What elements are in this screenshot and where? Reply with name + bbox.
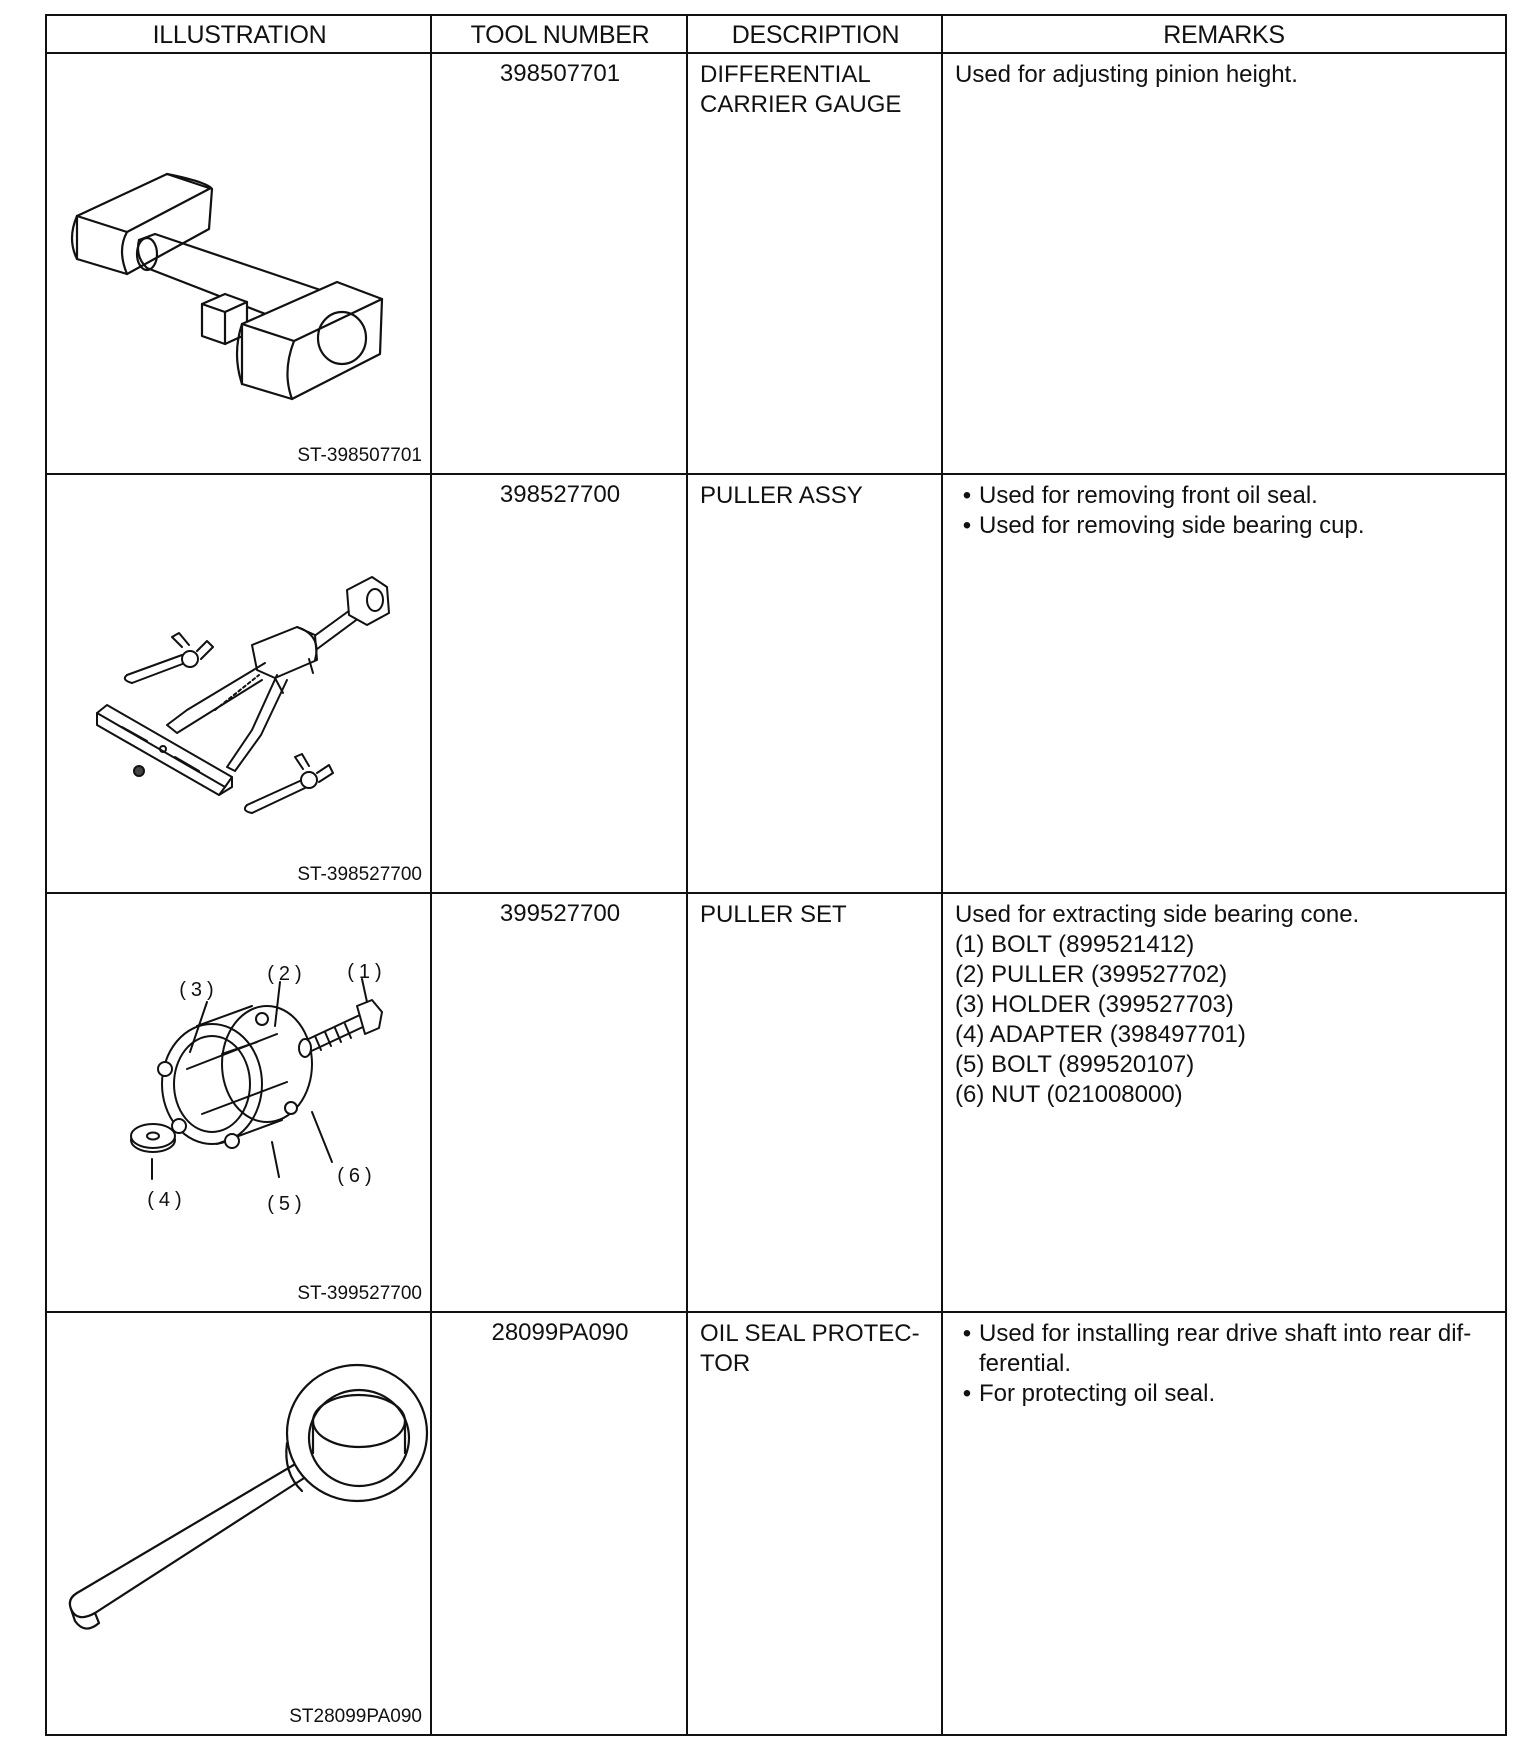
description-line: PULLER SET (700, 901, 847, 928)
header-remarks: REMARKS (1163, 21, 1285, 49)
svg-text:(2): (2) (267, 963, 307, 985)
remark-bullet: • Used for removing side bearing cup. (962, 512, 1365, 539)
tool-number: 28099PA090 (491, 1319, 629, 1346)
tool-description (688, 894, 943, 1311)
remark-bullet: • Used for removing front oil seal. (962, 482, 1318, 509)
remark-bullet: • Used for installing rear drive shaft into rear dif- ferential. (962, 1320, 1472, 1377)
table-row (47, 894, 1505, 1313)
illustration-code: ST-398527700 (297, 864, 422, 885)
tool-description (688, 54, 943, 473)
tool-description (688, 1313, 943, 1734)
svg-text:(4): (4) (147, 1189, 187, 1211)
tool-remarks (943, 475, 1505, 892)
puller-set-icon (47, 894, 430, 1311)
description-line: TOR (700, 1350, 751, 1377)
tool-number: 398507701 (499, 60, 621, 87)
remark-line: Used for extracting side bearing cone. (955, 901, 1360, 928)
remark-bullet: • For protecting oil seal. (962, 1380, 1216, 1407)
illustration-cell (47, 54, 432, 473)
description-line: OIL SEAL PROTEC- (700, 1320, 920, 1347)
illustration-cell (47, 475, 432, 892)
illustration-code: ST-398507701 (297, 445, 422, 466)
tool-number: 399527700 (499, 900, 621, 927)
remark-line: (3) HOLDER (399527703) (955, 991, 1234, 1018)
svg-text:(3): (3) (179, 979, 219, 1001)
header-illustration: ILLUSTRATION (152, 21, 327, 49)
tool-remarks (943, 1313, 1505, 1734)
svg-text:(6): (6) (337, 1165, 377, 1187)
header-tool-number: TOOL NUMBER (470, 21, 650, 49)
illustration-cell (47, 1313, 432, 1734)
remark-line: (1) BOLT (899521412) (955, 931, 1195, 958)
table-row (47, 1313, 1505, 1734)
header-description: DESCRIPTION (731, 21, 900, 49)
tool-description (688, 475, 943, 892)
puller-assy-icon (47, 475, 430, 892)
special-tools-table (45, 14, 1507, 1736)
table-header (47, 16, 1505, 54)
svg-text:(1): (1) (347, 961, 387, 983)
remark-line: (6) NUT (021008000) (955, 1081, 1183, 1108)
differential-carrier-gauge-icon (47, 54, 430, 473)
oil-seal-protector-icon (47, 1313, 430, 1732)
description-line: PULLER ASSY (700, 482, 863, 509)
remark-line: (4) ADAPTER (398497701) (955, 1021, 1246, 1048)
illustration-code: ST28099PA090 (289, 1706, 422, 1727)
remark-line: Used for adjusting pinion height. (955, 61, 1298, 88)
tool-remarks (943, 54, 1505, 473)
description-line: DIFFERENTIAL (700, 61, 871, 88)
remark-line: (2) PULLER (399527702) (955, 961, 1228, 988)
tool-remarks (943, 894, 1505, 1311)
tool-number: 398527700 (499, 481, 621, 508)
svg-text:(5): (5) (267, 1193, 307, 1215)
table-row (47, 475, 1505, 894)
illustration-cell (47, 894, 432, 1311)
table-row (47, 54, 1505, 475)
illustration-code: ST-399527700 (297, 1283, 422, 1304)
remark-line: (5) BOLT (899520107) (955, 1051, 1195, 1078)
description-line: CARRIER GAUGE (700, 91, 902, 118)
